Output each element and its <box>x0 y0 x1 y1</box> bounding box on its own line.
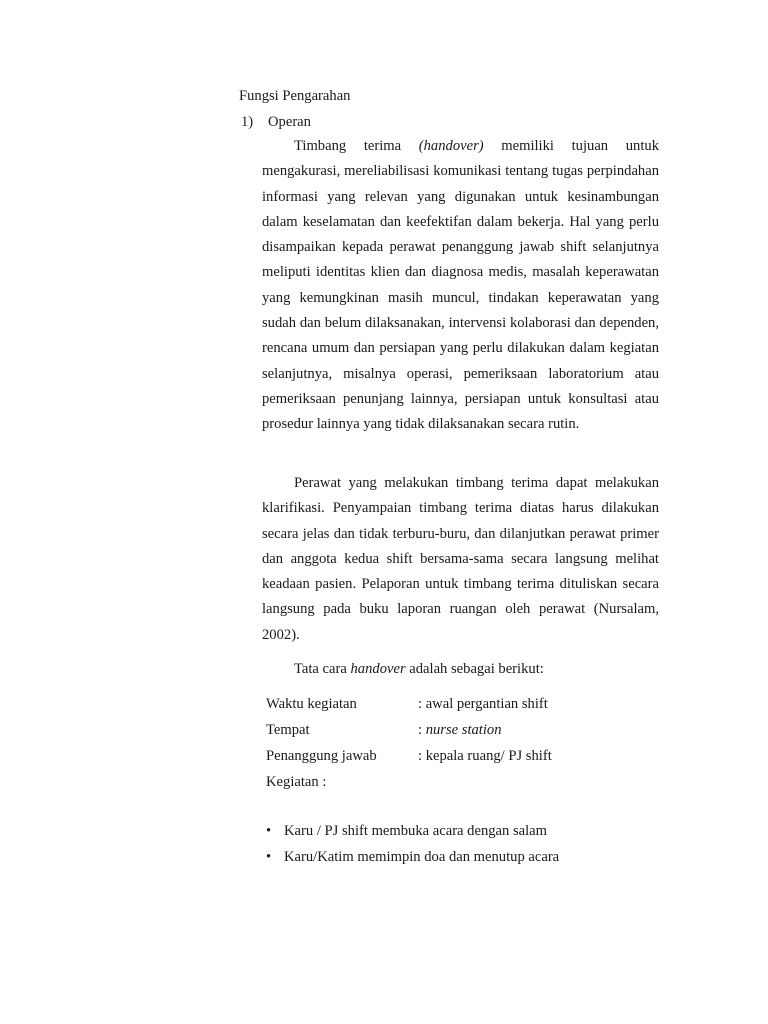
paragraph3-emphasis: handover <box>350 661 406 677</box>
subsection-heading <box>239 112 311 132</box>
detail-label: Tempat <box>266 722 310 738</box>
paragraph1-rest: memiliki tujuan untuk mengakurasi, mereliabilisasi komunikasi tentang tugas perpindahan informasi yang relevan yang digunakan untuk kesinambungan dalam keselamatan dan keefektifan dalam bekerja. Hal yang perlu disampaikan kepada perawat penanggung jawab shift selanjutnya meliputi identitas klien dan diagnosa medis, masalah keperawatan yang kemungkinan masih muncul, tindakan keperawatan yang sudah dan belum dilaksanakan, intervensi kolaborasi dan dependen, rencana umum dan persiapan yang perlu dilakukan dalam kegiatan selanjutnya, misalnya operasi, pemeriksaan laboratorium atau pemeriksaan penunjang lainnya, persiapan untuk konsultasi atau prosedur lainnya yang tidak dilaksanakan secara rutin. <box>262 138 659 433</box>
paragraph-handover-definition <box>262 134 659 438</box>
detail-label: Kegiatan : <box>266 774 327 790</box>
detail-row-waktu <box>266 691 666 717</box>
list-item <box>266 818 559 844</box>
detail-value-prefix: : <box>418 722 426 738</box>
list-item-text: Karu / PJ shift membuka acara dengan salam <box>284 823 548 839</box>
detail-value <box>418 717 502 743</box>
detail-label: Waktu kegiatan <box>266 696 357 712</box>
activity-list <box>266 818 559 870</box>
detail-value: : awal pergantian shift <box>418 696 548 712</box>
detail-row-kegiatan <box>266 769 666 795</box>
paragraph3-lead: Tata cara <box>294 661 351 677</box>
bullet-icon: • <box>266 823 272 839</box>
subsection-title: Operan <box>268 114 311 130</box>
detail-value: : kepala ruang/ PJ shift <box>418 748 552 764</box>
list-item <box>266 844 559 870</box>
detail-row-penanggung-jawab <box>266 743 666 769</box>
paragraph-handover-clarification: Perawat yang melakukan timbang terima dapat melakukan klarifikasi. Penyampaian timbang terima diatas harus dilakukan secara jelas dan tidak terburu-buru, dan dilanjutkan perawat primer dan anggota kedua shift bersama-sama secara langsung melihat keadaan pasien. Pelaporan untuk timbang terima dituliskan secara langsung pada buku laporan ruangan oleh perawat (Nursalam, 2002). <box>262 475 659 643</box>
paragraph-handover-procedure <box>262 657 659 682</box>
paragraph1-lead: Timbang terima <box>294 138 419 154</box>
section-title: Fungsi Pengarahan <box>239 88 351 104</box>
paragraph1-emphasis: (handover) <box>418 138 484 154</box>
detail-label: Penanggung jawab <box>266 748 377 764</box>
paragraph3-rest: adalah sebagai berikut: <box>405 661 544 677</box>
bullet-icon: • <box>266 849 272 865</box>
subsection-number: 1) <box>241 114 254 130</box>
detail-row-tempat <box>266 717 666 743</box>
detail-value-emphasis: nurse station <box>425 722 502 738</box>
list-item-text: Karu/Katim memimpin doa dan menutup acara <box>284 849 560 865</box>
